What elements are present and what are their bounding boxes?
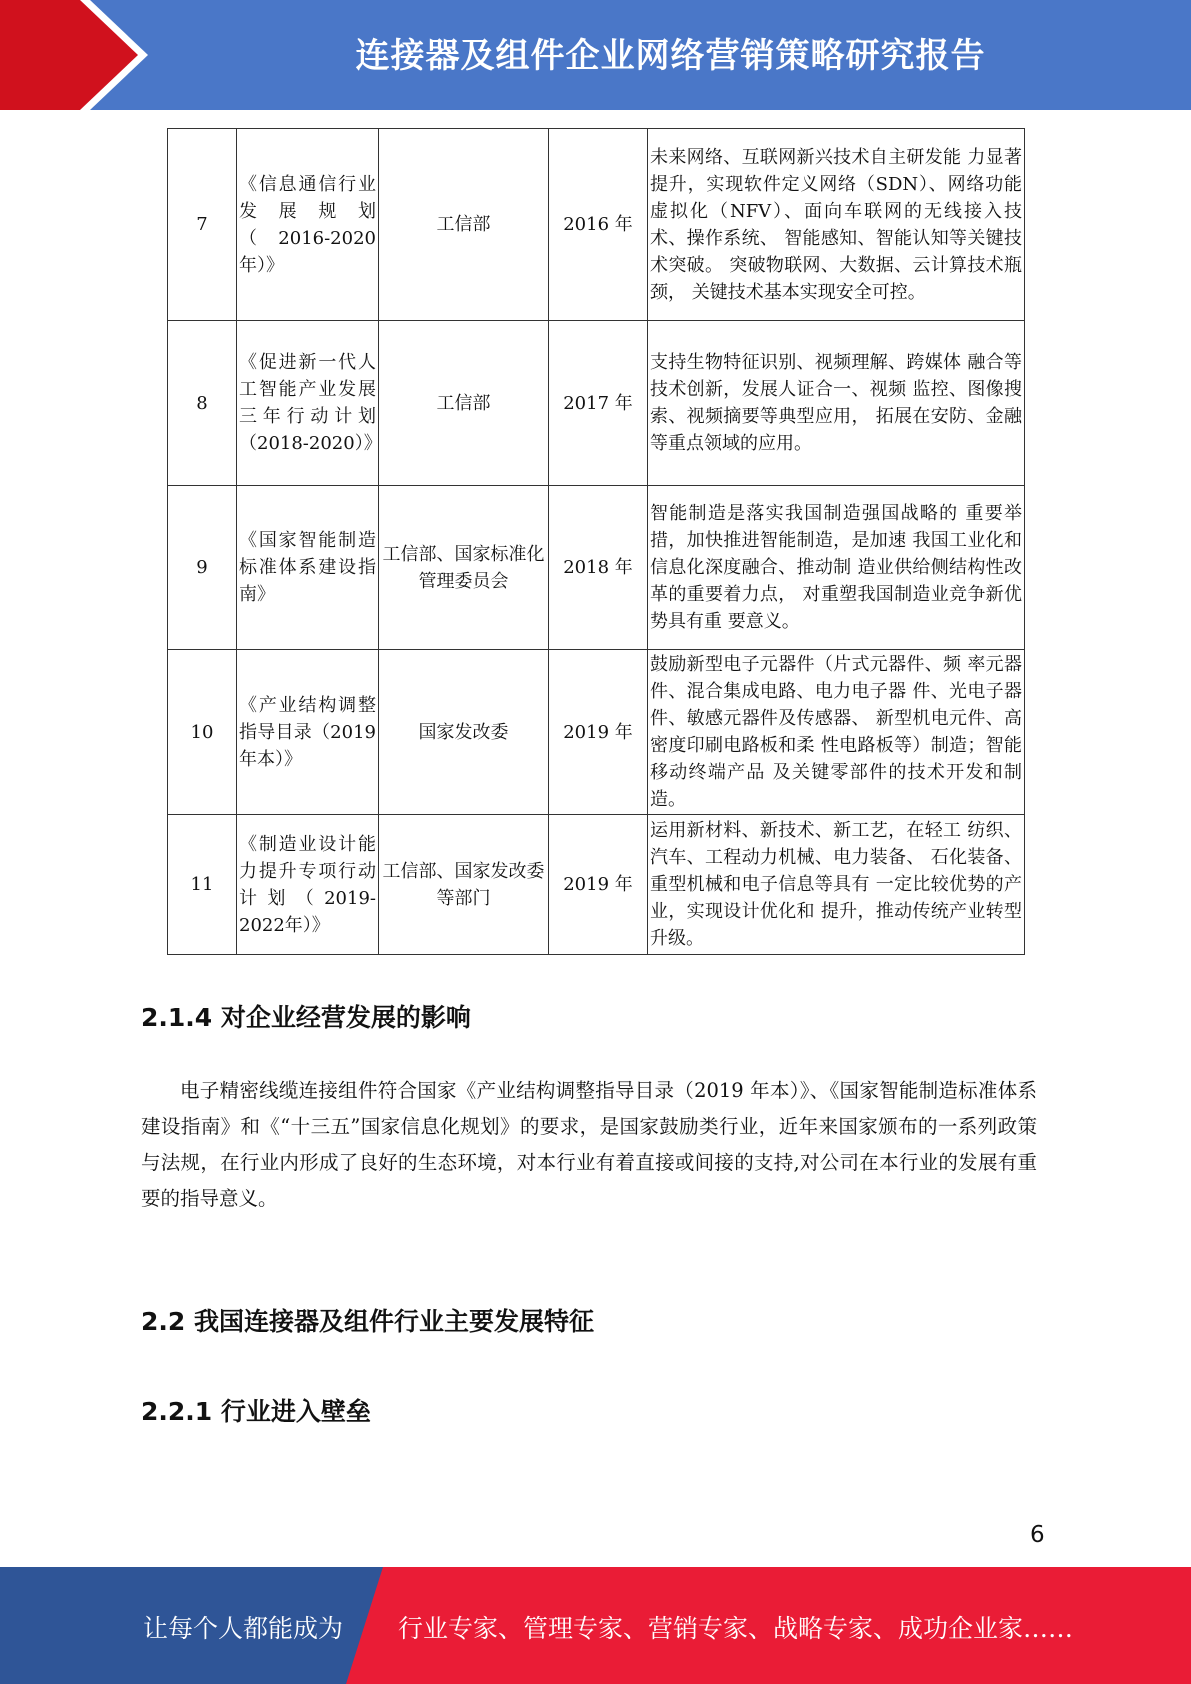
- page-number: 6: [1030, 1522, 1045, 1548]
- policy-description: 鼓励新型电子元器件（片式元器件、频 率元器件、混合集成电路、电力电子器 件、光电子器件、敏感元器件及传感器、 新型机电元件、高密度印刷电路板和柔 性电路板等）制造；智能移动终端产品 及关键零部件的技术开发和制造。: [648, 650, 1025, 815]
- table-row: [168, 486, 1025, 650]
- footer-slogan-right: 行业专家、管理专家、营销专家、战略专家、成功企业家……: [398, 1614, 1074, 1643]
- row-number: 11: [168, 815, 237, 955]
- issuing-department: 工信部: [379, 321, 549, 486]
- policy-name: 《促进新一代人工智能产业发展三年行动计划（2018-2020）》: [237, 321, 379, 486]
- policy-name: 《国家智能制造标准体系建设指南》: [237, 486, 379, 650]
- page-header: [0, 0, 1191, 110]
- policy-description: 支持生物特征识别、视频理解、跨媒体 融合等技术创新，发展人证合一、视频 监控、图像搜索、视频摘要等典型应用， 拓展在安防、金融等重点领域的应用。: [648, 321, 1025, 486]
- issue-year: 2017 年: [549, 321, 648, 486]
- issuing-department: 工信部: [379, 129, 549, 321]
- policy-table: [167, 128, 1025, 955]
- issue-year: 2016 年: [549, 129, 648, 321]
- row-number: 9: [168, 486, 237, 650]
- policy-name: 《产业结构调整指导目录（2019 年本）》: [237, 650, 379, 815]
- section-heading-2-1-4: 2.1.4 对企业经营发展的影响: [141, 1003, 471, 1032]
- row-number: 7: [168, 129, 237, 321]
- policy-description: 智能制造是落实我国制造强国战略的 重要举措，加快推进智能制造，是加速 我国工业化和信息化深度融合、推动制 造业供给侧结构性改革的重要着力点， 对重塑我国制造业竞争新优势具有重 要意义。: [648, 486, 1025, 650]
- policy-description: 未来网络、互联网新兴技术自主研发能 力显著提升，实现软件定义网络（SDN）、网络功能虚拟化（NFV）、面向车联网的无线接入技术、操作系统、 智能感知、智能认知等关键技术突破。 突破物联网、大数据、云计算技术瓶颈， 关键技术基本实现安全可控。: [648, 129, 1025, 321]
- issue-year: 2018 年: [549, 486, 648, 650]
- table-row: [168, 321, 1025, 486]
- footer-slogan-left: 让每个人都能成为: [143, 1614, 344, 1643]
- issuing-department: 工信部、国家发改委等部门: [379, 815, 549, 955]
- issuing-department: 工信部、国家标准化管理委员会: [379, 486, 549, 650]
- table-row: [168, 650, 1025, 815]
- issuing-department: 国家发改委: [379, 650, 549, 815]
- policy-description: 运用新材料、新技术、新工艺，在轻工 纺织、汽车、工程动力机械、电力装备、 石化装备、重型机械和电子信息等具有 一定比较优势的产业，实现设计优化和 提升，推动传统产业转型升级。: [648, 815, 1025, 955]
- table-row: [168, 815, 1025, 955]
- page-footer: [0, 1567, 1191, 1684]
- table-row: [168, 129, 1025, 321]
- policy-name: 《信息通信行业发展规划（2016-2020年）》: [237, 129, 379, 321]
- row-number: 8: [168, 321, 237, 486]
- report-title: 连接器及组件企业网络营销策略研究报告: [355, 36, 986, 76]
- section-heading-2-2: 2.2 我国连接器及组件行业主要发展特征: [141, 1307, 594, 1336]
- row-number: 10: [168, 650, 237, 815]
- issue-year: 2019 年: [549, 650, 648, 815]
- section-heading-2-2-1: 2.2.1 行业进入壁垒: [141, 1397, 371, 1426]
- issue-year: 2019 年: [549, 815, 648, 955]
- section-paragraph: 电子精密线缆连接组件符合国家《产业结构调整指导目录（2019 年本）》、《国家智能制造标准体系建设指南》和《“十三五”国家信息化规划》的要求，是国家鼓励类行业，近年来国家颁布的一系列政策与法规，在行业内形成了良好的生态环境，对本行业有着直接或间接的支持,对公司在本行业的发展有重要的指导意义。: [141, 1079, 1037, 1210]
- policy-name: 《制造业设计能力提升专项行动计划（2019-2022年）》: [237, 815, 379, 955]
